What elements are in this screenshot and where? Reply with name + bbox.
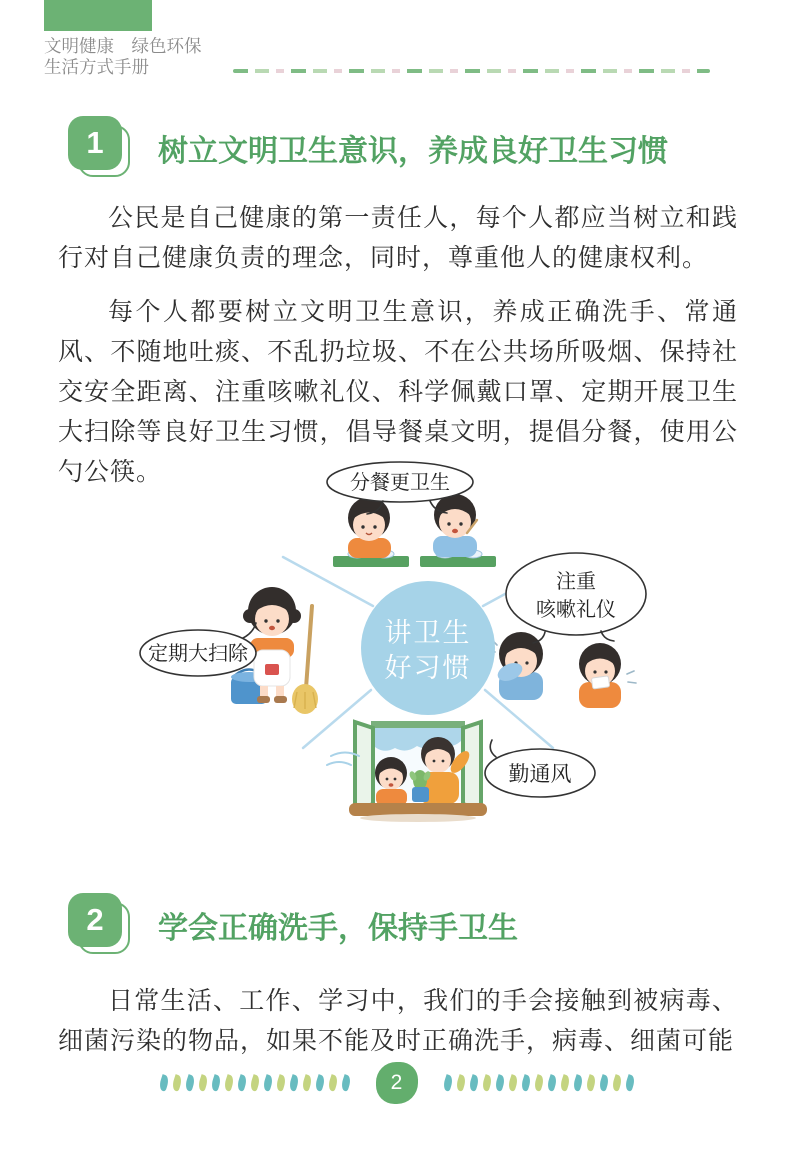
leaf-icon <box>623 1074 636 1092</box>
booklet-title-line1: 文明健康 绿色环保 <box>44 36 202 56</box>
leaf-icon <box>196 1074 209 1092</box>
center-slogan-line2: 好习惯 <box>384 653 472 683</box>
section-2-number-badge <box>68 893 132 957</box>
separate-dining-scene <box>327 462 496 567</box>
leaf-icon <box>300 1074 313 1092</box>
paragraph: 公民是自己健康的第一责任人，每个人都应当树立和践行对自己健康负责的理念，同时，尊重他人的健康权利。 <box>58 205 738 272</box>
leaf-icon <box>571 1074 584 1092</box>
section-number: 1 <box>68 116 122 170</box>
leaf-icon <box>584 1074 597 1092</box>
leaf-icon <box>441 1074 454 1092</box>
ventilation-scene <box>327 721 595 822</box>
page-number-badge: 2 <box>376 1062 418 1104</box>
booklet-title-line2: 生活方式手册 <box>44 57 149 77</box>
header-green-bar <box>44 0 152 31</box>
section-2-title: 学会正确洗手，保持手卫生 <box>158 912 518 945</box>
leaf-icon <box>326 1074 339 1092</box>
booklet-title <box>44 36 202 78</box>
leaf-icon <box>597 1074 610 1092</box>
leaf-icon <box>183 1074 196 1092</box>
leaf-decoration-left <box>160 1075 350 1091</box>
center-slogan-circle <box>361 581 495 715</box>
cough-etiquette-scene <box>488 553 646 708</box>
center-slogan-line1: 讲卫生 <box>384 618 472 648</box>
section-1-heading <box>68 116 668 180</box>
header-dashed-divider <box>233 69 710 73</box>
page-footer <box>0 1062 793 1104</box>
leaf-icon <box>287 1074 300 1092</box>
leaf-icon <box>467 1074 480 1092</box>
paragraph: 日常生活、工作、学习中，我们的手会接触到被病毒、细菌污染的物品，如果不能及时正确洗手，病毒、细菌可能 <box>58 988 738 1055</box>
leaf-icon <box>339 1074 352 1092</box>
hygiene-habits-illustration <box>133 456 663 858</box>
bubble-left-label: 定期大扫除 <box>148 643 248 665</box>
leaf-icon <box>493 1074 506 1092</box>
section-2-heading <box>68 893 518 957</box>
leaf-icon <box>610 1074 623 1092</box>
bubble-right-label-line1: 注重 <box>556 571 596 593</box>
leaf-icon <box>209 1074 222 1092</box>
bubble-right-label-line2: 咳嗽礼仪 <box>536 599 616 621</box>
cleaning-scene <box>140 587 318 714</box>
section-number: 2 <box>68 893 122 947</box>
leaf-icon <box>545 1074 558 1092</box>
leaf-decoration-right <box>444 1075 634 1091</box>
leaf-icon <box>170 1074 183 1092</box>
leaf-icon <box>222 1074 235 1092</box>
bubble-bottom-label: 勤通风 <box>508 762 572 786</box>
leaf-icon <box>454 1074 467 1092</box>
section-1-title: 树立文明卫生意识，养成良好卫生习惯 <box>158 135 668 168</box>
leaf-icon <box>235 1074 248 1092</box>
leaf-icon <box>480 1074 493 1092</box>
paragraph: 每个人都要树立文明卫生意识，养成正确洗手、常通风、不随地吐痰、不乱扔垃圾、不在公共场所吸烟、保持社交安全距离、注重咳嗽礼仪、科学佩戴口罩、定期开展卫生大扫除等良好卫生习惯，倡导餐桌文明，提倡分餐，使用公勺公筷。 <box>58 299 738 486</box>
leaf-icon <box>558 1074 571 1092</box>
bubble-top-label: 分餐更卫生 <box>350 472 450 494</box>
leaf-icon <box>157 1074 170 1092</box>
section-1-number-badge <box>68 116 132 180</box>
leaf-icon <box>248 1074 261 1092</box>
leaf-icon <box>532 1074 545 1092</box>
leaf-icon <box>313 1074 326 1092</box>
leaf-icon <box>519 1074 532 1092</box>
leaf-icon <box>506 1074 519 1092</box>
leaf-icon <box>261 1074 274 1092</box>
leaf-icon <box>274 1074 287 1092</box>
